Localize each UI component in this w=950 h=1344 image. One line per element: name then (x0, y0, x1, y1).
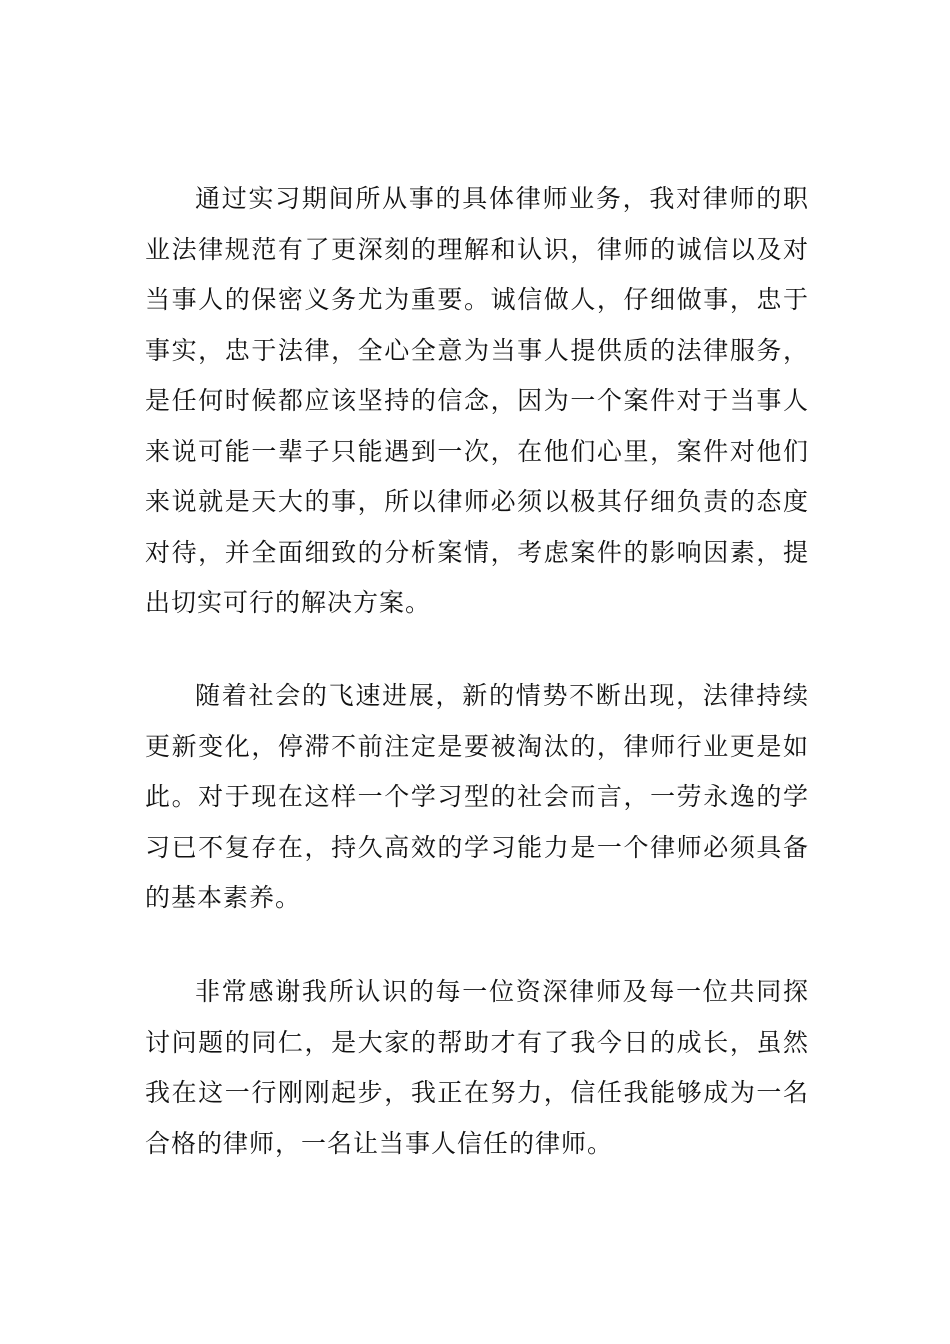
paragraph-continuous-learning: 随着社会的飞速进展，新的情势不断出现，法律持续更新变化，停滞不前注定是要被淘汰的，律师行业更是如此。对于现在这样一个学习型的社会而言，一劳永逸的学习已不复存在，持久高效的学习能力是一个律师必须具备的基本素养。 (145, 681, 809, 912)
paragraph-acknowledgement: 非常感谢我所认识的每一位资深律师及每一位共同探讨问题的同仁，是大家的帮助才有了我今日的成长，虽然我在这一行刚刚起步，我正在努力，信任我能够成为一名合格的律师，一名让当事人信任的律师。 (145, 977, 809, 1158)
paragraph-professional-ethics: 通过实习期间所从事的具体律师业务，我对律师的职业法律规范有了更深刻的理解和认识，律师的诚信以及对当事人的保密义务尤为重要。诚信做人，仔细做事，忠于事实，忠于法律，全心全意为当事人提供质的法律服务，是任何时候都应该坚持的信念，因为一个案件对于当事人来说可能一辈子只能遇到一次，在他们心里，案件对他们来说就是天大的事，所以律师必须以极其仔细负责的态度对待，并全面细致的分析案情，考虑案件的影响因素，提出切实可行的解决方案。 (145, 184, 809, 617)
